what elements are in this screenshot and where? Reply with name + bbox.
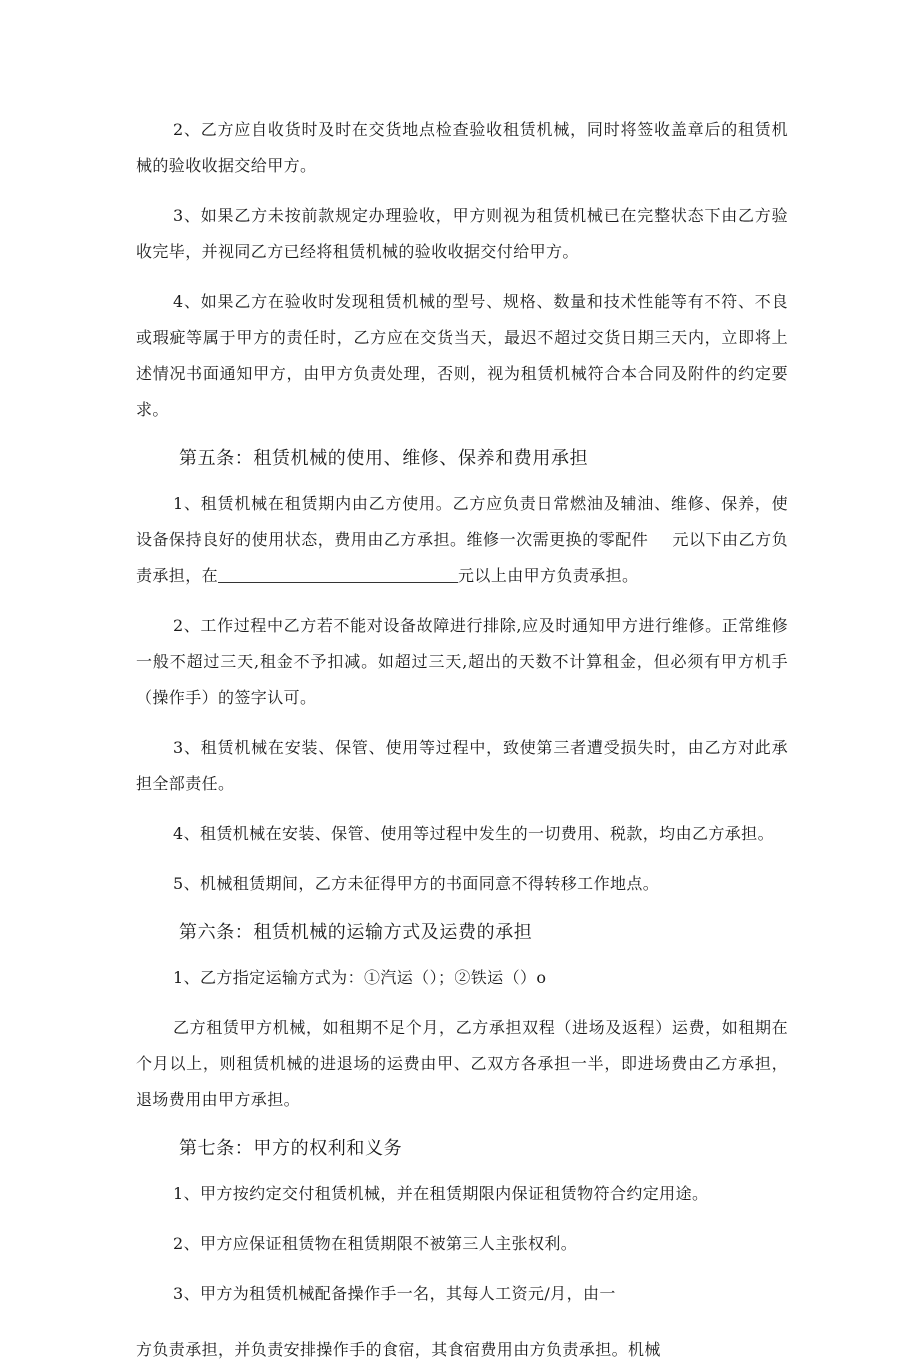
paragraph-lessor-title: 2、甲方应保证租赁物在租赁期限不被第三人主张权利。 [173, 1234, 578, 1253]
paragraph-operator-wage: 3、甲方为租赁机械配备操作手一名，其每人工资元/月，由一 [173, 1284, 616, 1303]
article-7-heading: 第七条：甲方的权利和义务 [179, 1138, 403, 1159]
paragraph-freight-split: 乙方租赁甲方机械，如租期不足个月，乙方承担双程（进场及返程）运费，如租期在个月以上，则租赁机械的进退场的运费由甲、乙双方各承担一半，即进场费由乙方承担，退场费用由甲方承担。 [136, 1018, 788, 1109]
usage-text-part2: 元以下由乙方负责承担，在 [136, 530, 788, 585]
paragraph-work-location: 5、机械租赁期间，乙方未征得甲方的书面同意不得转移工作地点。 [173, 874, 660, 893]
paragraph-usage-maintenance [136, 486, 788, 594]
paragraph-operator-lodging: 方负责承担，并负责安排操作手的食宿，其食宿费用由方负责承担。机械 [136, 1340, 661, 1359]
usage-text-part3: 元以上由甲方负责承担。 [458, 566, 639, 585]
paragraph-defect-notice: 4、如果乙方在验收时发现租赁机械的型号、规格、数量和技术性能等有不符、不良或瑕疵等属于甲方的责任时，乙方应在交货当天，最迟不超过交货日期三天内，立即将上述情况书面通知甲方，由甲方负责处理，否则，视为租赁机械符合本合同及附件的约定要求。 [136, 292, 788, 419]
amount-blank-line [218, 564, 458, 583]
paragraph-costs-taxes: 4、租赁机械在安装、保管、使用等过程中发生的一切费用、税款，均由乙方承担。 [173, 824, 774, 843]
paragraph-acceptance-receipt: 2、乙方应自收货时及时在交货地点检查验收租赁机械，同时将签收盖章后的租赁机械的验收收据交给甲方。 [136, 120, 788, 175]
paragraph-deemed-acceptance: 3、如果乙方未按前款规定办理验收，甲方则视为租赁机械已在完整状态下由乙方验收完毕，并视同乙方已经将租赁机械的验收收据交付给甲方。 [136, 206, 788, 261]
paragraph-third-party-loss: 3、租赁机械在安装、保管、使用等过程中，致使第三者遭受损失时，由乙方对此承担全部责任。 [136, 738, 788, 793]
paragraph-lessor-delivery: 1、甲方按约定交付租赁机械，并在租赁期限内保证租赁物符合约定用途。 [173, 1184, 709, 1203]
article-5-heading: 第五条：租赁机械的使用、维修、保养和费用承担 [179, 448, 589, 469]
paragraph-transport-mode: 1、乙方指定运输方式为：①汽运（）；②铁运（）o [173, 968, 547, 987]
article-6-heading: 第六条：租赁机械的运输方式及运费的承担 [179, 922, 533, 943]
paragraph-repair-process: 2、工作过程中乙方若不能对设备故障进行排除,应及时通知甲方进行维修。正常维修一般不超过三天,租金不予扣减。如超过三天,超出的天数不计算租金，但必须有甲方机手（操作手）的签字认可。 [136, 616, 788, 707]
usage-text-part1: 1、租赁机械在租赁期内由乙方使用。乙方应负责日常燃油及辅油、维修、保养，使设备保持良好的使用状态，费用由乙方承担。维修一次需更换的零配件 [136, 494, 788, 549]
